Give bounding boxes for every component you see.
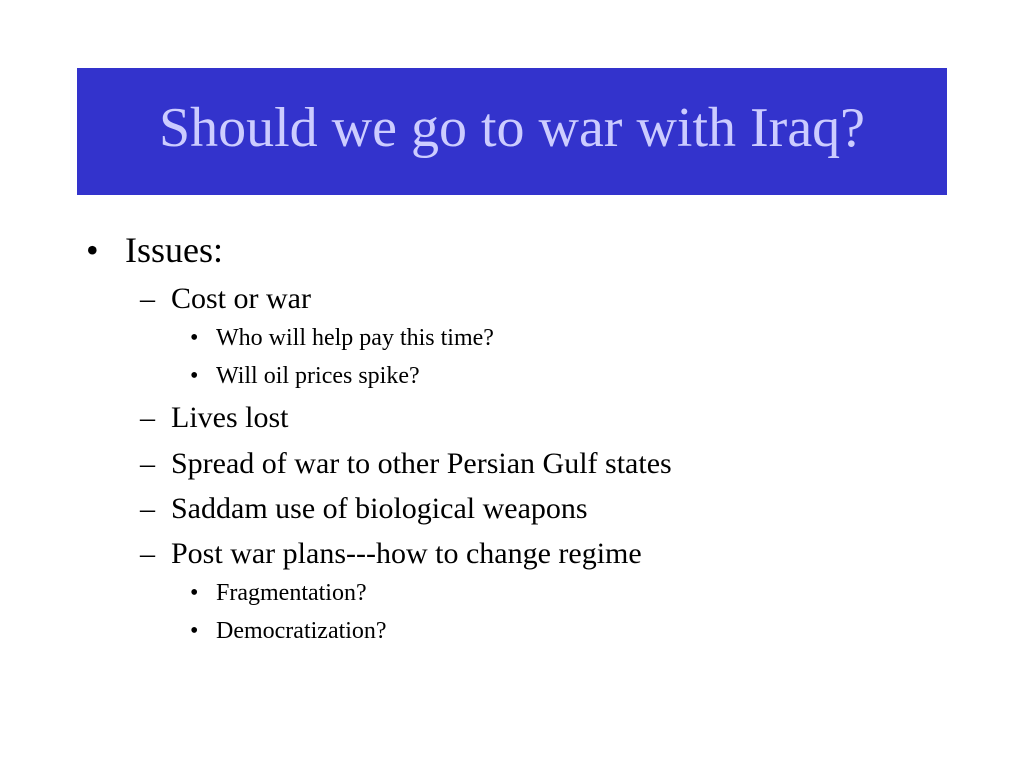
dash-marker: – xyxy=(140,537,155,570)
dash-marker: – xyxy=(140,282,155,315)
bullet-who-will-help-pay: Who will help pay this time? xyxy=(216,325,494,351)
bullet-democratization: Democratization? xyxy=(216,618,387,644)
slide-title: Should we go to war with Iraq? xyxy=(158,96,866,159)
bullet-fragmentation: Fragmentation? xyxy=(216,580,367,606)
bullet-spread-of-war: Spread of war to other Persian Gulf states xyxy=(171,447,672,480)
bullet-issues: Issues: xyxy=(125,230,223,270)
bullet-marker: • xyxy=(190,580,199,606)
title-bar xyxy=(77,68,947,195)
bullet-biological-weapons: Saddam use of biological weapons xyxy=(171,492,588,525)
bullet-lives-lost: Lives lost xyxy=(171,401,289,434)
dash-marker: – xyxy=(140,401,155,434)
bullet-marker: • xyxy=(190,618,199,644)
bullet-oil-prices: Will oil prices spike? xyxy=(216,363,420,389)
dash-marker: – xyxy=(140,492,155,525)
bullet-cost-or-war: Cost or war xyxy=(171,282,311,315)
dash-marker: – xyxy=(140,447,155,480)
bullet-post-war-plans: Post war plans---how to change regime xyxy=(171,537,642,570)
bullet-marker: • xyxy=(190,363,199,389)
bullet-marker: • xyxy=(190,325,199,351)
bullet-marker: • xyxy=(86,230,99,270)
